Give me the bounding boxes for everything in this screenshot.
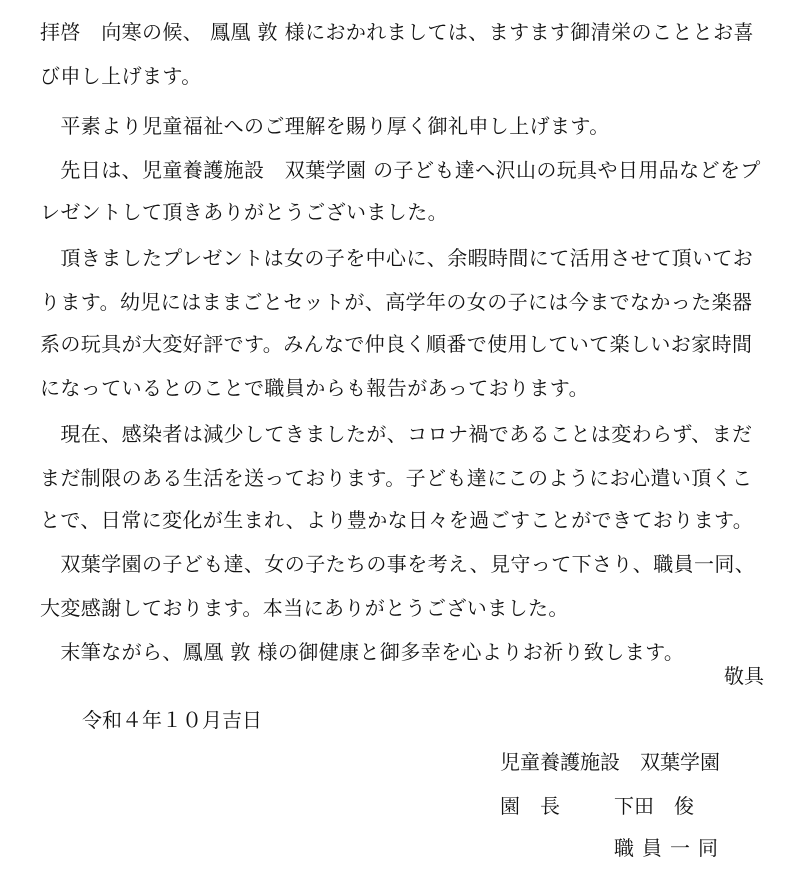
letter-line: 頂きましたプレゼントは女の子を中心に、余暇時間にて活用させて頂いてお (40, 246, 754, 270)
letter-line: ります。幼児にはままごとセットが、高学年の女の子には今までなかった楽器 (40, 290, 753, 314)
letter-line: 平素より児童福祉へのご理解を賜り厚く御礼申し上げます。 (40, 114, 610, 138)
letter-line: び申し上げます。 (40, 64, 202, 88)
letter-line: 双葉学園の子ども達、女の子たちの事を考え、見守って下さり、職員一同、 (40, 552, 756, 576)
letter-line: 現在、感染者は減少してきましたが、コロナ禍であることは変わらず、まだ (40, 422, 753, 446)
letter-line: 大変感謝しております。本当にありがとうございました。 (40, 596, 569, 620)
letter-line: まだ制限のある生活を送っております。子ども達にこのようにお心遣い頂くこ (40, 466, 753, 490)
director-title: 園 長 (500, 794, 560, 818)
letter-line: 先日は、児童養護施設 双葉学園 の子ども達へ沢山の玩具や日用品などをプ (40, 158, 761, 182)
letter-date: 令和４年１０月吉日 (82, 708, 262, 732)
sender-organization: 児童養護施設 双葉学園 (500, 750, 720, 774)
letter-line: とで、日常に変化が生まれ、より豊かな日々を過ごすことができております。 (40, 508, 754, 532)
director-name: 下田 俊 (614, 794, 694, 818)
letter-line: レゼントして頂きありがとうございました。 (40, 200, 448, 224)
letter-line: になっているとのことで職員からも報告があっております。 (40, 376, 589, 400)
closing-word: 敬具 (724, 664, 764, 688)
letter-line: 末筆ながら、鳳凰 敦 様の御健康と御多幸を心よりお祈り致します。 (40, 640, 685, 664)
letter-line: 系の玩具が大変好評です。みんなで仲良く順番で使用していて楽しいお家時間 (40, 332, 753, 356)
staff-signature: 職員一同 (614, 836, 726, 860)
letter-line: 拝啓 向寒の候、 鳳凰 敦 様におかれましては、ますます御清栄のこととお喜 (40, 20, 754, 44)
